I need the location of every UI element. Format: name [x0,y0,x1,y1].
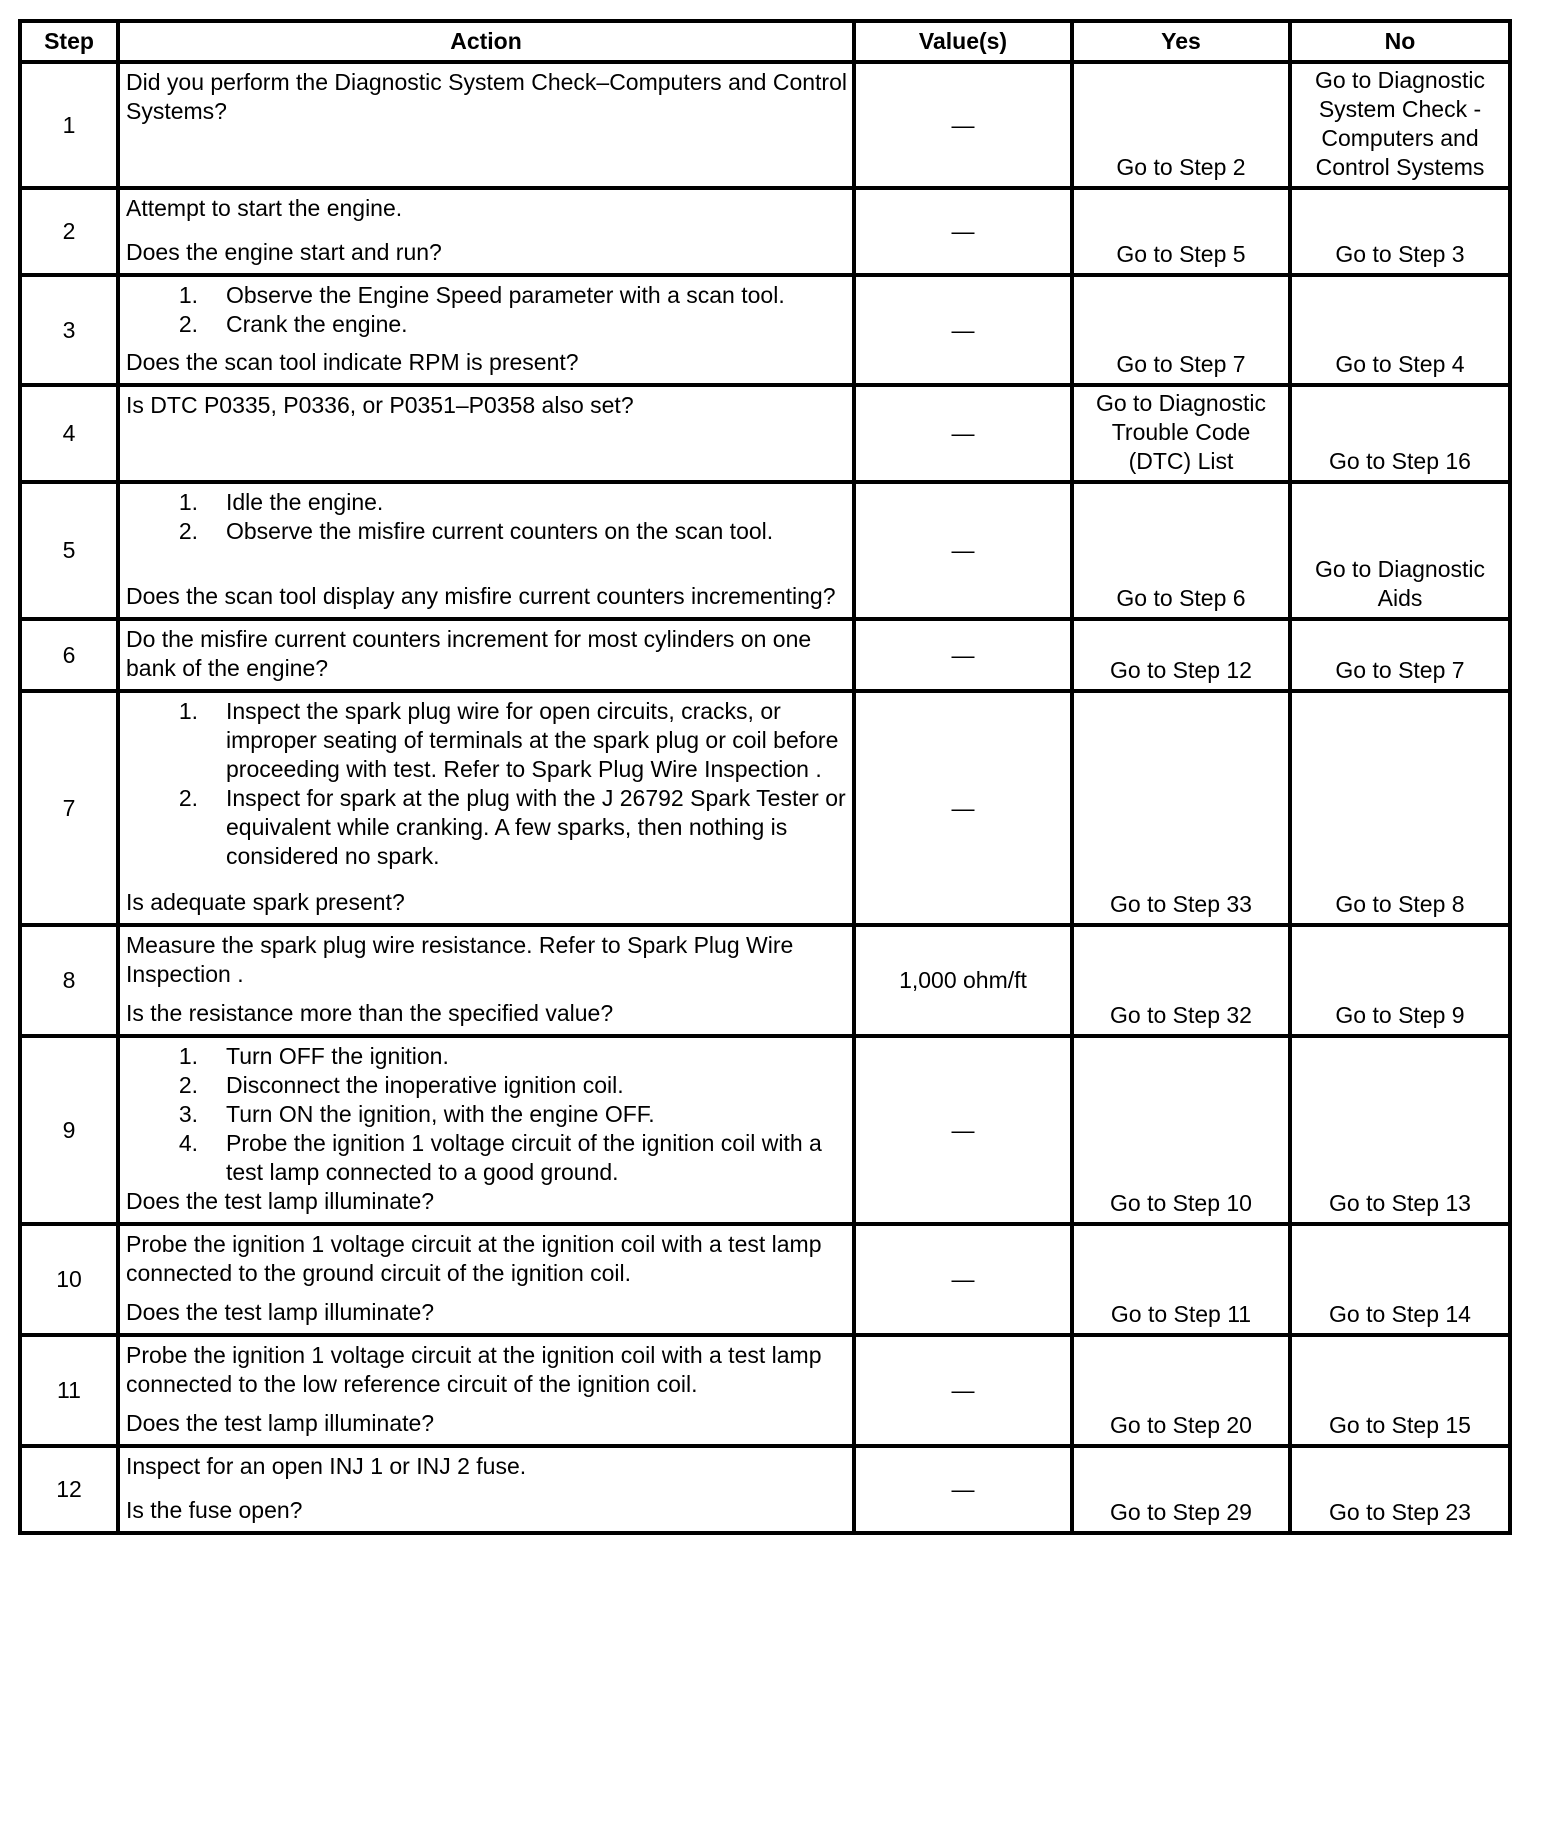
action-text: Attempt to start the engine. [126,195,403,221]
table-row [20,1335,1510,1446]
list-item [126,488,848,517]
table-row [20,619,1510,691]
action-question: Does the scan tool indicate RPM is present? [126,349,579,375]
step-number: 4 [20,385,118,482]
list-item-text: Inspect the spark plug wire for open circuits, cracks, or improper seating of terminals at the spark plug or coil before proceeding with test. Refer to Spark Plug Wire Inspection . [226,698,839,782]
list-item-text: Turn ON the ignition, with the engine OFF. [226,1101,655,1127]
list-item-number: 2. [178,518,198,544]
table-row [20,1224,1510,1335]
action-question: Is the resistance more than the specified value? [126,1000,614,1026]
step-number: 7 [20,691,118,925]
step-number: 1 [20,62,118,188]
table-row [20,482,1510,619]
action-text: Is DTC P0335, P0336, or P0351–P0358 also set? [126,392,634,418]
no-cell: Go to Step 3 [1290,188,1510,275]
table-row [20,188,1510,275]
action-steps-list [126,1042,848,1187]
list-item-number: 1. [178,489,198,515]
value-cell: — [854,1446,1072,1533]
no-cell: Go to Step 16 [1290,385,1510,482]
table-row [20,1036,1510,1224]
yes-cell: Go to Diagnostic Trouble Code (DTC) List [1072,385,1290,482]
header-values: Value(s) [854,21,1072,62]
list-item [126,1071,848,1100]
value-cell: — [854,62,1072,188]
yes-cell: Go to Step 2 [1072,62,1290,188]
yes-cell: Go to Step 5 [1072,188,1290,275]
list-item [126,697,848,784]
yes-cell: Go to Step 29 [1072,1446,1290,1533]
list-item [126,517,848,546]
list-item-number: 1. [178,1043,198,1069]
action-question: Is adequate spark present? [126,889,405,915]
header-yes: Yes [1072,21,1290,62]
table-row [20,1446,1510,1533]
list-item [126,784,848,871]
header-action: Action [118,21,854,62]
step-number: 9 [20,1036,118,1224]
action-question: Is the fuse open? [126,1497,303,1523]
action-steps-list [126,697,848,871]
header-step: Step [20,21,118,62]
action-cell [118,482,854,619]
list-item-number: 4. [178,1130,198,1156]
value-cell: — [854,482,1072,619]
list-item-text: Idle the engine. [226,489,384,515]
action-cell [118,619,854,691]
list-item-text: Observe the Engine Speed parameter with a scan tool. [226,282,785,308]
list-item-number: 3. [178,1101,198,1127]
step-number: 2 [20,188,118,275]
list-item-text: Disconnect the inoperative ignition coil. [226,1072,624,1098]
step-number: 3 [20,275,118,385]
action-text: Do the misfire current counters increment for most cylinders on one bank of the engine? [126,626,812,681]
yes-cell: Go to Step 10 [1072,1036,1290,1224]
step-number: 12 [20,1446,118,1533]
table-row [20,925,1510,1036]
list-item-text: Probe the ignition 1 voltage circuit of the ignition coil with a test lamp connected to a good ground. [226,1130,822,1185]
action-text: Inspect for an open INJ 1 or INJ 2 fuse. [126,1453,527,1479]
action-question: Does the test lamp illuminate? [126,1188,435,1214]
list-item-text: Turn OFF the ignition. [226,1043,449,1069]
list-item-text: Crank the engine. [226,311,408,337]
action-question: Does the test lamp illuminate? [126,1299,435,1325]
table-row [20,385,1510,482]
action-cell [118,1446,854,1533]
value-cell: 1,000 ohm/ft [854,925,1072,1036]
action-text: Did you perform the Diagnostic System Check–Computers and Control Systems? [126,69,847,124]
no-cell: Go to Step 15 [1290,1335,1510,1446]
action-cell [118,188,854,275]
action-cell [118,925,854,1036]
list-item [126,1129,848,1187]
yes-cell: Go to Step 6 [1072,482,1290,619]
no-cell: Go to Step 8 [1290,691,1510,925]
list-item-number: 2. [178,311,198,337]
yes-cell: Go to Step 33 [1072,691,1290,925]
step-number: 8 [20,925,118,1036]
no-cell: Go to Step 7 [1290,619,1510,691]
list-item [126,310,848,339]
no-cell: Go to Diagnostic Aids [1290,482,1510,619]
list-item [126,1100,848,1129]
header-no: No [1290,21,1510,62]
action-text: Measure the spark plug wire resistance. Refer to Spark Plug Wire Inspection . [126,932,794,987]
table-row [20,691,1510,925]
action-cell [118,1224,854,1335]
value-cell: — [854,1036,1072,1224]
no-cell: Go to Step 23 [1290,1446,1510,1533]
no-cell: Go to Step 13 [1290,1036,1510,1224]
yes-cell: Go to Step 7 [1072,275,1290,385]
no-cell: Go to Step 4 [1290,275,1510,385]
header-row [20,21,1510,62]
list-item-text: Inspect for spark at the plug with the J 26792 Spark Tester or equivalent while cranking. A few sparks, then nothing is considered no spark. [226,785,846,869]
action-cell [118,62,854,188]
value-cell: — [854,1335,1072,1446]
action-question: Does the test lamp illuminate? [126,1410,435,1436]
step-number: 5 [20,482,118,619]
list-item-number: 1. [178,698,198,724]
action-text: Probe the ignition 1 voltage circuit at the ignition coil with a test lamp connected to the low reference circuit of the ignition coil. [126,1342,822,1397]
list-item [126,281,848,310]
action-question: Does the scan tool display any misfire current counters incrementing? [126,583,836,609]
list-item-number: 2. [178,1072,198,1098]
value-cell: — [854,691,1072,925]
value-cell: — [854,275,1072,385]
list-item [126,1042,848,1071]
action-text: Probe the ignition 1 voltage circuit at the ignition coil with a test lamp connected to the ground circuit of the ignition coil. [126,1231,822,1286]
no-cell: Go to Step 14 [1290,1224,1510,1335]
action-steps-list [126,488,848,546]
action-cell [118,691,854,925]
step-number: 11 [20,1335,118,1446]
table-row [20,275,1510,385]
action-cell [118,275,854,385]
value-cell: — [854,188,1072,275]
step-number: 6 [20,619,118,691]
value-cell: — [854,619,1072,691]
list-item-number: 1. [178,282,198,308]
no-cell: Go to Step 9 [1290,925,1510,1036]
action-steps-list [126,281,848,339]
no-cell: Go to Diagnostic System Check - Computers and Control Systems [1290,62,1510,188]
action-question: Does the engine start and run? [126,239,442,265]
list-item-text: Observe the misfire current counters on the scan tool. [226,518,774,544]
yes-cell: Go to Step 12 [1072,619,1290,691]
yes-cell: Go to Step 11 [1072,1224,1290,1335]
step-number: 10 [20,1224,118,1335]
value-cell: — [854,1224,1072,1335]
action-cell [118,385,854,482]
action-cell [118,1036,854,1224]
yes-cell: Go to Step 20 [1072,1335,1290,1446]
value-cell: — [854,385,1072,482]
action-cell [118,1335,854,1446]
list-item-number: 2. [178,785,198,811]
yes-cell: Go to Step 32 [1072,925,1290,1036]
diagnostic-table [18,19,1512,1535]
table-row [20,62,1510,188]
